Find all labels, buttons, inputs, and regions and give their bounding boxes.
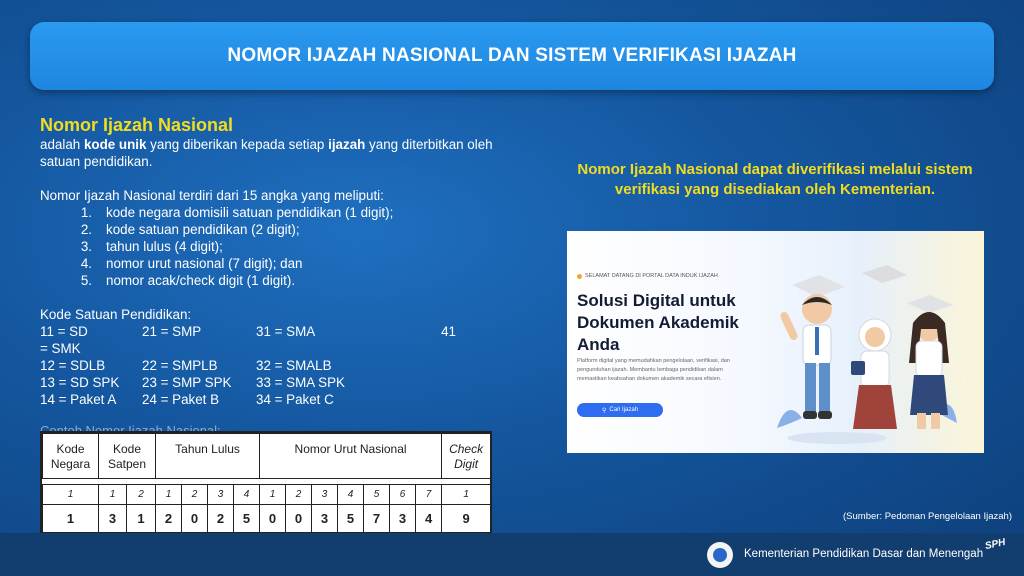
header-kode-satpen: Kode Satpen (99, 434, 156, 479)
verification-message: Nomor Ijazah Nasional dapat diverifikasi melalui sistem verifikasi yang disediakan oleh Kementerian. (577, 161, 973, 198)
list-number: 5. (80, 273, 92, 288)
kode-item: 24 = Paket B (142, 392, 220, 407)
nin-heading: Nomor Ijazah Nasional (40, 115, 234, 135)
source-note: (Sumber: Pedoman Pengelolaan Ijazah) (843, 511, 1012, 522)
nin-definition (40, 136, 510, 170)
search-icon: ⚲ (601, 407, 607, 414)
value-row (43, 505, 491, 533)
kode-item: 21 = SMP (142, 324, 202, 339)
definition-text: yang diterbitkan oleh satuan pendidikan. (40, 137, 493, 169)
index-cell: 4 (338, 485, 364, 505)
kode-item: 34 = Paket C (256, 392, 334, 407)
value-cell: 3 (312, 505, 338, 533)
value-cell: 1 (43, 505, 99, 533)
kode-item: 31 = SMA (256, 324, 316, 339)
list-text: nomor urut nasional (7 digit); dan (106, 256, 303, 271)
footer-bar (0, 533, 1024, 576)
index-cell: 4 (234, 485, 260, 505)
cari-ijazah-button[interactable] (577, 403, 663, 417)
value-cell: 5 (234, 505, 260, 533)
kode-item: 41 (441, 324, 456, 339)
index-cell: 2 (127, 485, 156, 505)
header-check-digit: Check Digit (442, 434, 491, 479)
definition-bold-kode-unik: kode unik (83, 137, 147, 152)
header-kode-negara: Kode Negara (43, 434, 99, 479)
index-row (43, 485, 491, 505)
kode-item: 12 = SDLB (40, 358, 106, 373)
list-number: 2. (80, 222, 92, 237)
index-cell: 1 (156, 485, 182, 505)
value-cell: 3 (390, 505, 416, 533)
nin-example-table (40, 431, 492, 535)
list-item (40, 204, 510, 221)
kode-item: 32 = SMALB (256, 358, 332, 373)
kode-satpen-grid (40, 323, 510, 340)
composition-list (40, 204, 510, 289)
header-nomor-urut: Nomor Urut Nasional (260, 434, 442, 479)
kode-item-wrap: = SMK (40, 341, 81, 356)
ministry-logo-icon (707, 542, 733, 568)
portal-welcome (577, 273, 718, 279)
index-cell: 3 (312, 485, 338, 505)
list-text: kode negara domisili satuan pendidikan (1 digit); (106, 205, 394, 220)
list-item (40, 272, 510, 289)
kode-satpen-grid (40, 357, 510, 408)
list-item (40, 221, 510, 238)
index-cell: 1 (260, 485, 286, 505)
index-cell: 2 (182, 485, 208, 505)
value-cell: 9 (442, 505, 491, 533)
index-cell: 7 (416, 485, 442, 505)
value-cell: 0 (260, 505, 286, 533)
kode-satpen-title: Kode Satuan Pendidikan: (40, 307, 192, 322)
kode-item: 14 = Paket A (40, 392, 117, 407)
value-cell: 1 (127, 505, 156, 533)
list-text: nomor acak/check digit (1 digit). (106, 273, 296, 288)
kode-item: 23 = SMP SPK (142, 375, 232, 390)
portal-welcome-text: SELAMAT DATANG DI PORTAL DATA INDUK IJAZAH (585, 273, 718, 279)
index-cell: 1 (99, 485, 127, 505)
index-cell: 1 (43, 485, 99, 505)
value-cell: 2 (208, 505, 234, 533)
slide-title-bar (30, 22, 994, 90)
header-tahun-lulus: Tahun Lulus (156, 434, 260, 479)
value-cell: 5 (338, 505, 364, 533)
composition-intro: Nomor Ijazah Nasional terdiri dari 15 angka yang meliputi: (40, 188, 384, 203)
graduates-illustration (767, 243, 977, 448)
value-cell: 0 (286, 505, 312, 533)
welcome-dot-icon (577, 274, 582, 279)
index-cell: 6 (390, 485, 416, 505)
value-cell: 7 (364, 505, 390, 533)
ministry-name: Kementerian Pendidikan Dasar dan Menengah (744, 548, 984, 560)
definition-text: yang diberikan kepada setiap (146, 137, 329, 152)
kode-item: 11 = SD (40, 324, 88, 339)
value-cell: 2 (156, 505, 182, 533)
definition-bold-ijazah: ijazah (328, 137, 366, 152)
list-number: 1. (80, 205, 92, 220)
kode-item: 33 = SMA SPK (256, 375, 345, 390)
portal-description: Platform digital yang memudahkan pengelolaan, verifikasi, dan pengunduhan ijazah. Membantu lembaga pendidikan dalam memastikan keabsahan dokumen akademik secara efisien. (577, 358, 730, 382)
index-cell: 3 (208, 485, 234, 505)
kode-item: 13 = SD SPK (40, 375, 120, 390)
value-cell: 0 (182, 505, 208, 533)
portal-screenshot (567, 231, 984, 453)
list-number: 4. (80, 256, 92, 271)
index-cell: 1 (442, 485, 491, 505)
nin-explanation (40, 114, 510, 408)
list-text: kode satuan pendidikan (2 digit); (106, 222, 300, 237)
portal-heading: Solusi Digital untuk Dokumen Akademik Anda (577, 291, 739, 354)
cari-ijazah-label: Cari Ijazah (609, 407, 639, 413)
list-number: 3. (80, 239, 92, 254)
index-cell: 5 (364, 485, 390, 505)
slide-title: NOMOR IJAZAH NASIONAL DAN SISTEM VERIFIKASI IJAZAH (227, 45, 797, 66)
list-item (40, 255, 510, 272)
list-item (40, 238, 510, 255)
value-cell: 3 (99, 505, 127, 533)
value-cell: 4 (416, 505, 442, 533)
kode-item: 22 = SMPLB (142, 358, 218, 373)
index-cell: 2 (286, 485, 312, 505)
definition-text: adalah (40, 137, 84, 152)
corner-mark: SPH (984, 536, 1007, 553)
list-text: tahun lulus (4 digit); (106, 239, 223, 254)
